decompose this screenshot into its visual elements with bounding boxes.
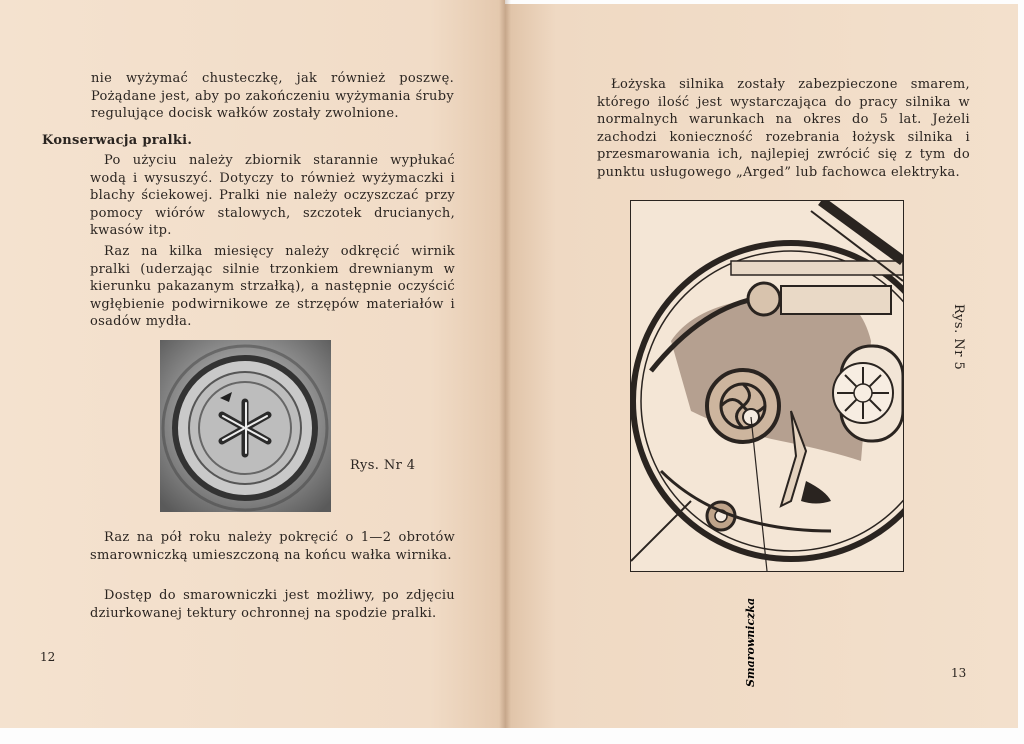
left-page xyxy=(0,0,505,728)
figure-4-caption: Rys. Nr 4 xyxy=(350,458,416,473)
figure-4-photo xyxy=(160,340,331,512)
figure-5-label: Smarowniczka xyxy=(744,597,757,687)
page-number-right: 13 xyxy=(951,666,967,680)
motor-illustration xyxy=(631,201,903,571)
left-paragraph-4: Raz na pół roku należy pokręcić o 1—2 obrotów smarowniczką umieszczoną na końcu wałka wirnika. xyxy=(90,530,455,563)
left-paragraph-5: Dostęp do smarowniczki jest możliwy, po zdjęciu dziurkowanej tektury ochronnej na spodzie pralki. xyxy=(90,588,455,621)
right-paragraph-1: Łożyska silnika zostały zabezpieczone smarem, którego ilość jest wystarczająca do pracy silnika w normalnych warunkach na okres do 5 lat. Jeżeli zachodzi konieczność rozebrania łożysk silnika i przesmarowania ich, najlepiej zwrócić się z tym do punktu usługowego „Arged” lub fachowca elektryka. xyxy=(597,77,970,180)
book-gutter xyxy=(499,0,511,728)
left-paragraph-1: nie wyżymać chusteczkę, jak również poszwę. Pożądane jest, aby po zakończeniu wyżymania śruby regulujące docisk wałków zostały zwolnione. xyxy=(91,71,454,121)
section-heading: Konserwacja pralki. xyxy=(42,133,193,148)
rotor-illustration xyxy=(160,340,331,512)
left-paragraph-3: Raz na kilka miesięcy należy odkręcić wirnik pralki (uderzając silnie trzonkiem drewnianym w kierunku pakazanym strzałką), a następnie oczyścić wgłębienie podwirnikowe ze strzępów materiałów i osadów mydła. xyxy=(90,244,455,329)
left-paragraph-2: Po użyciu należy zbiornik starannie wypłukać wodą i wysuszyć. Dotyczy to również wyżymaczki i blachy ściekowej. Pralki nie należy oczyszczać przy pomocy wiórów stalowych, szczotek drucianych, kwasów itp. xyxy=(90,153,455,238)
page-number-left: 12 xyxy=(40,650,56,664)
figure-5-caption: Rys. Nr 5 xyxy=(951,304,966,371)
figure-5-drawing xyxy=(630,200,904,572)
